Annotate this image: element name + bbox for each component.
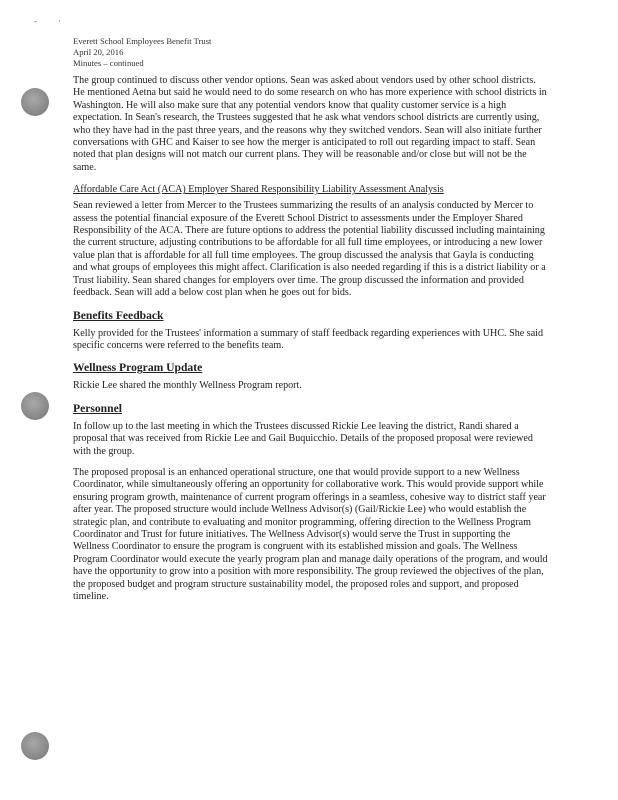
aca-heading: Affordable Care Act (ACA) Employer Shared Responsibility Liability Assessment Analysis: [73, 184, 444, 196]
personnel-heading: Personnel: [73, 401, 122, 415]
wellness-heading: Wellness Program Update: [73, 361, 203, 375]
document-header: [73, 36, 211, 69]
scan-mark: -: [34, 16, 37, 26]
punch-hole-icon: [21, 88, 49, 116]
feedback-paragraph: Kelly provided for the Trustees' information a summary of staff feedback regarding experiences with UHC. She said specific concerns were referred to the benefits team.: [73, 327, 544, 351]
punch-hole-icon: [21, 732, 49, 760]
personnel-paragraph-2: The proposed proposal is an enhanced operational structure, one that would provide support to a new Wellness Coordinator, while simultaneously offering an opportunity for collaborative work. This would provide support while ensuring program growth, maintenance of current program offerings in a seamless, cohesive way to district staff year after year. The proposed structure would include Wellness Advisor(s) (Gail/Rickie Lee) who would establish the strategic plan, and contribute to evaluating and monitor programming, offering direction to the Wellness Program Coordinator and Trust for future initiatives. The Wellness Advisor(s) would serve the Trust in supporting the Wellness Coordinator to ensure the program is congruent with its established mission and goals. The Wellness Program Coordinator would execute the yearly program plan and manage daily operations of the program, and would have the opportunity to grow into a position with more responsibility. The group reviewed the objectives of the plan, the proposed budget and program structure sustainability model, the proposed roles and support, and proposed timeline.: [73, 466, 548, 602]
header-subtitle: Minutes – continued: [73, 58, 144, 68]
feedback-heading: Benefits Feedback: [73, 308, 164, 322]
wellness-paragraph: Rickie Lee shared the monthly Wellness Program report.: [73, 380, 302, 392]
aca-paragraph: Sean reviewed a letter from Mercer to the Trustees summarizing the results of an analysis conducted by Mercer to assess the potential financial exposure of the Everett School District to assessments under the Employer Shared Responsibility of the ACA. There are future options to address the potential liability discussed including maintaining the current structure, adjusting contributions to be affordable for all full time employees, or introducing a new lower value plan that is affordable for all full time employees. The group discussed the analysis that Gayla is conducting and what groups of employees this might affect. Clarification is also needed regarding if this is a district liability or a Trust liability. Sean shared changes for employers over time. The group discussed the information and provided feedback. Sean will add a below cost plan when he goes out for bids.: [73, 200, 546, 299]
scan-mark: ·: [58, 16, 61, 26]
vendors-paragraph: The group continued to discuss other vendor options. Sean was asked about vendors used by other school districts. He mentioned Aetna but said he would need to do some research on who has more experience with school districts in Washington. He will also make sure that any potential vendors know that quality customer service is a high expectation. In Sean's research, the Trustees suggested that he ask what vendors school districts are currently using, who they have had in the past three years, and the reasons why they switched vendors. Sean will also initiate further conversations with GHC and Kaiser to see how the merger is anticipated to roll out regarding impact to staff. Sean noted that plan designs will not match our current plans. They will be reasonable and/or close but will not be the same.: [73, 75, 547, 173]
document-body: [73, 75, 548, 612]
header-org: Everett School Employees Benefit Trust: [73, 36, 212, 46]
punch-hole-icon: [21, 392, 49, 420]
header-date: April 20, 2016: [73, 47, 124, 57]
personnel-paragraph-1: In follow up to the last meeting in which the Trustees discussed Rickie Lee leaving the district, Randi shared a proposal that was received from Rickie Lee and Gail Buquicchio. Details of the proposed proposal were reviewed with the group.: [73, 420, 533, 457]
